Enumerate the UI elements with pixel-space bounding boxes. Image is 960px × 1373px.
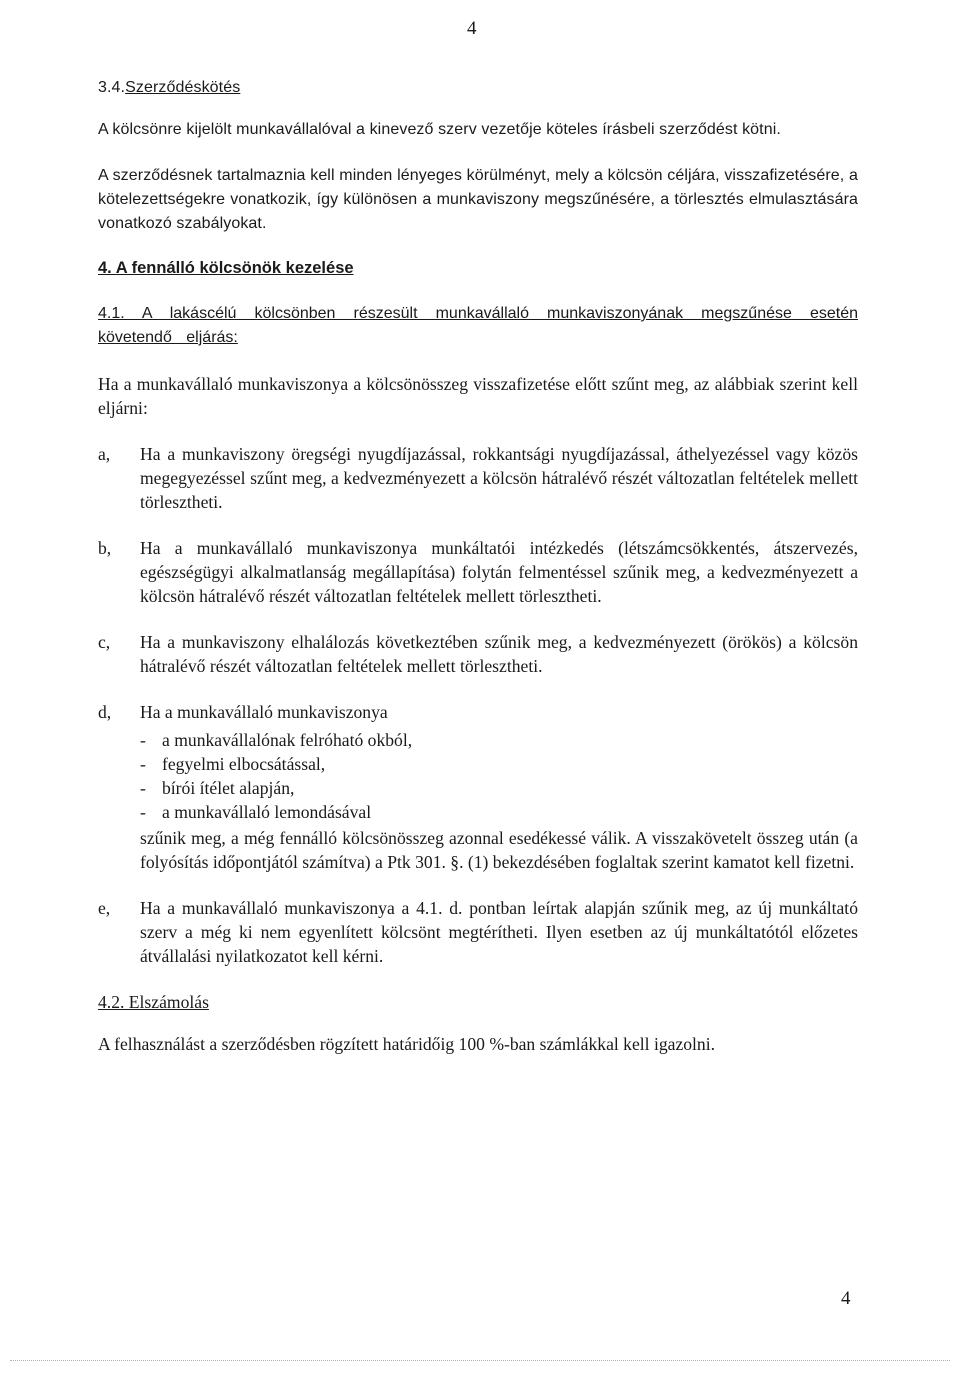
list-item-a	[98, 442, 858, 514]
dash-list-item: - a munkavállaló lemondásával	[140, 802, 372, 822]
dash-marker: -	[140, 730, 146, 750]
item-text: Ha a munkavállaló munkaviszonya munkáltatói intézkedés (létszámcsökkentés, átszervezés, egészségügyi alkalmatlanság megállapítása) folytán felmentéssel szűnik meg, a kedvezményezett a kölcsön hátralévő részét változatlan feltételek mellett törlesztheti.	[140, 538, 858, 606]
section-4-heading: 4. A fennálló kölcsönök kezelése	[98, 259, 354, 277]
item-text: Ha a munkavállaló munkaviszonya	[140, 702, 388, 722]
item-marker: d,	[98, 702, 112, 722]
section-4-2-heading: 4.2. Elszámolás	[98, 992, 209, 1012]
dash-marker: -	[140, 754, 146, 774]
dash-marker: -	[140, 778, 146, 798]
item-marker: e,	[98, 898, 111, 918]
list-item-d	[98, 700, 858, 874]
dash-list-item: - a munkavállalónak felróható okból,	[140, 730, 413, 750]
page-number-top: 4	[467, 18, 477, 39]
list-item-c	[98, 630, 858, 678]
paragraph-intro: Ha a munkavállaló munkaviszonya a kölcsönösszeg visszafizetése előtt szűnt meg, az alábbiak szerint kell eljárni:	[98, 374, 858, 418]
footer-scan-artifact	[10, 1360, 950, 1363]
item-marker: b,	[98, 538, 112, 558]
paragraph-contract-content: A szerződésnek tartalmaznia kell minden lényeges körülményt, mely a kölcsön céljára, visszafizetésére, a kötelezettségekre vonatkozik, így különösen a munkaviszony megszűnésére, a törlesztés elmulasztására vonatkozó szabályokat.	[98, 167, 858, 232]
item-text: Ha a munkavállaló munkaviszonya a 4.1. d. pontban leírtak alapján szűnik meg, az új munkáltató szerv a még ki nem egyenlített kölcsönt megtérítheti. Ilyen esetben az új munkáltatótól előzetes átvállalási nyilatkozatot kell kérni.	[140, 898, 858, 966]
list-item-e	[98, 896, 858, 968]
dash-marker: -	[140, 802, 146, 822]
item-marker: c,	[98, 632, 111, 652]
item-d-consequence: szűnik meg, a még fennálló kölcsönösszeg azonnal esedékessé válik. A visszakövetelt összeg után (a folyósítás időpontjától számítva) a Ptk 301. §. (1) bekezdésében foglaltak szerint kamatot kell fizetni.	[140, 828, 858, 872]
section-3-4-title: Szerződéskötés	[125, 79, 241, 96]
section-3-4-number: 3.4.	[98, 79, 126, 96]
dash-list-item: - bírói ítélet alapján,	[140, 778, 295, 798]
list-item-b	[98, 536, 858, 608]
dash-list	[140, 728, 858, 824]
item-d-body	[140, 700, 858, 874]
section-3-4-heading	[98, 76, 858, 100]
item-text: Ha a munkaviszony öregségi nyugdíjazással, rokkantsági nyugdíjazással, áthelyezéssel vagy közös megegyezéssel szűnt meg, a kedvezményezett a kölcsön hátralévő részét változatlan feltételek mellett törlesztheti.	[140, 444, 858, 512]
page-content	[98, 76, 858, 1078]
item-marker: a,	[98, 444, 111, 464]
dash-list-item: - fegyelmi elbocsátással,	[140, 754, 326, 774]
paragraph-settlement: A felhasználást a szerződésben rögzített határidőig 100 %-ban számlákkal kell igazolni.	[98, 1034, 716, 1054]
paragraph-contract: A kölcsönre kijelölt munkavállalóval a kinevező szerv vezetője köteles írásbeli szerződést kötni.	[98, 121, 781, 138]
page-number-bottom: 4	[841, 1288, 851, 1309]
item-text: Ha a munkaviszony elhalálozás következtében szűnik meg, a kedvezményezett (örökös) a kölcsön hátralévő részét változatlan feltételek mellett törlesztheti.	[140, 632, 858, 676]
section-4-1-heading: 4.1. A lakáscélú kölcsönben részesült munkavállaló munkaviszonyának megszűnése esetén követendő eljárás:	[98, 305, 858, 346]
